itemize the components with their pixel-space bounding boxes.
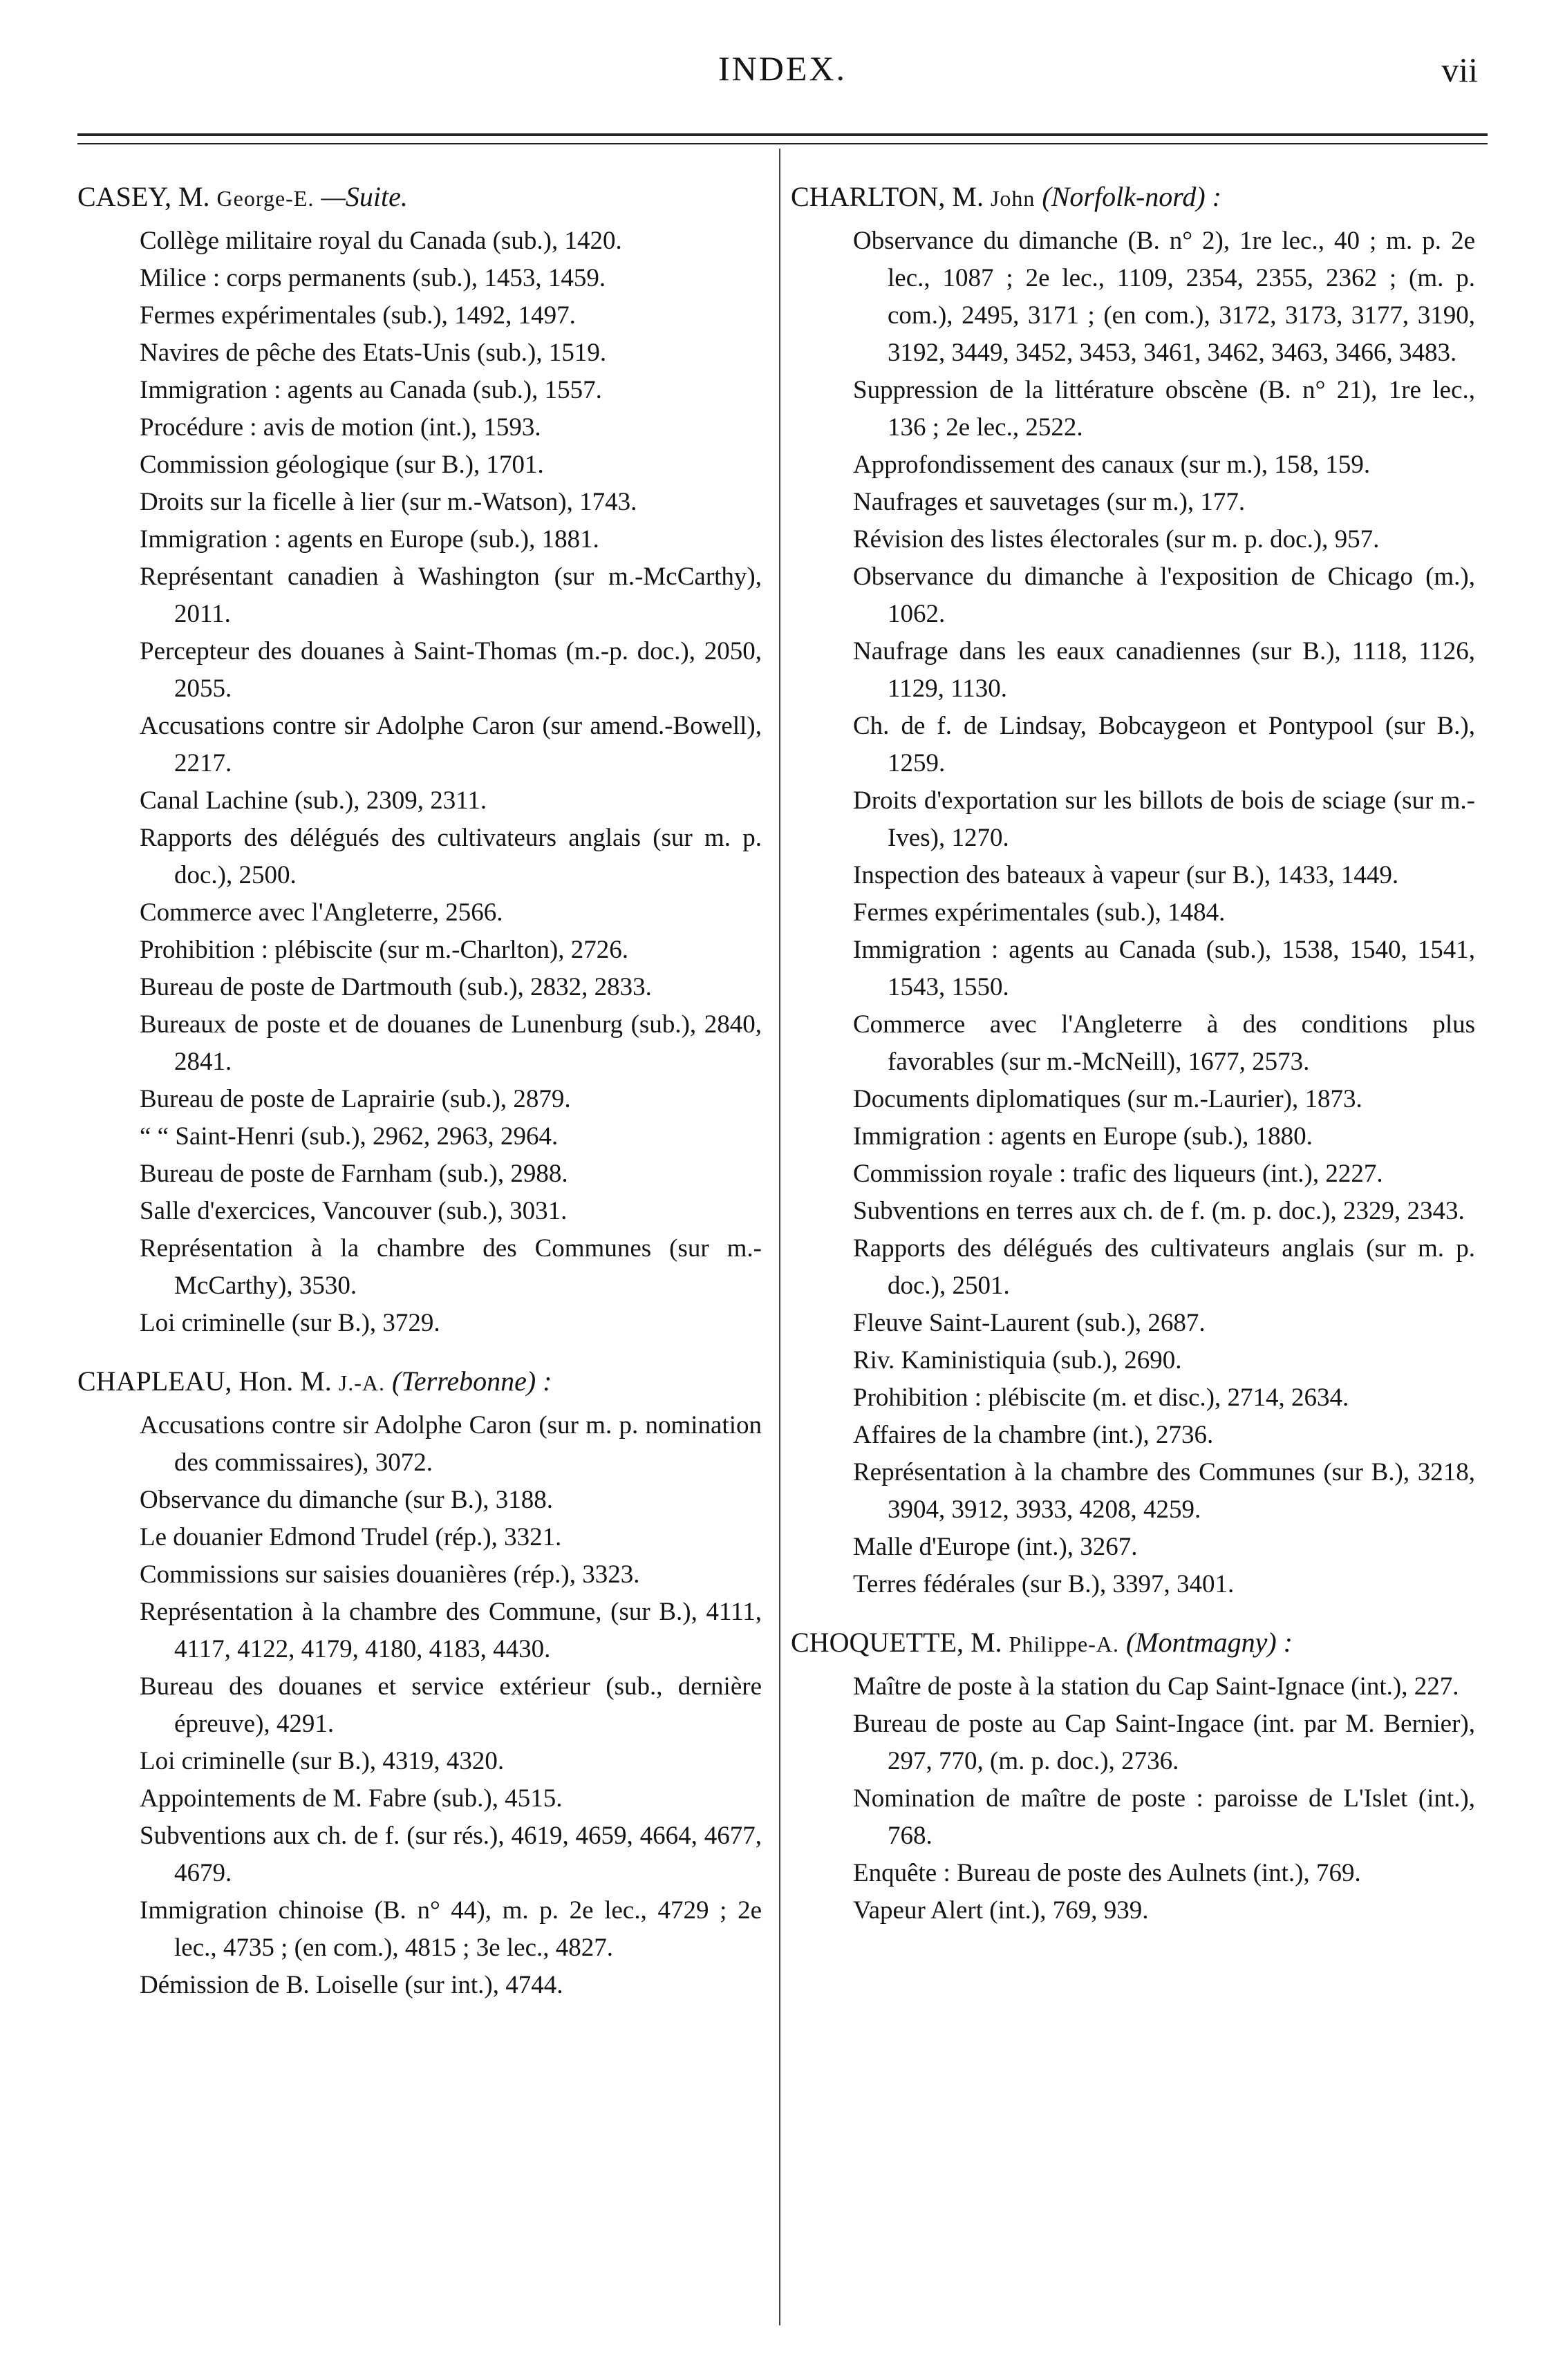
index-item: Procédure : avis de motion (int.), 1593. [140, 413, 541, 442]
index-item: Observance du dimanche (B. n° 2), 1re lec., 40 ; m. p. 2e lec., 1087 ; 2e lec., 1109, 2354, 2355, 2362 ; (m. p. com.), 2495, 3171 ; (en com.), 3172, 3173, 3177, 3190, 3192, 3449, 3452, 3453, 3461, 3462, 3463, 3466, 3483. [853, 227, 1475, 367]
index-item: Commission géologique (sur B.), 1701. [140, 451, 544, 479]
index-item: Vapeur Alert (int.), 769, 939. [853, 1896, 1149, 1925]
index-item: Maître de poste à la station du Cap Saint-Ignace (int.), 227. [853, 1672, 1459, 1701]
index-item: Approfondissement des canaux (sur m.), 158, 159. [853, 451, 1371, 479]
index-item: Le douanier Edmond Trudel (rép.), 3321. [140, 1523, 562, 1551]
index-item: Documents diplomatiques (sur m.-Laurier), 1873. [853, 1085, 1362, 1113]
index-item: Bureau de poste au Cap Saint-Ingace (int. par M. Bernier), 297, 770, (m. p. doc.), 2736. [853, 1710, 1475, 1775]
index-item: Ch. de f. de Lindsay, Bobcaygeon et Pontypool (sur B.), 1259. [853, 712, 1475, 777]
index-item: Démission de B. Loiselle (sur int.), 4744. [140, 1971, 563, 1999]
index-item: Commission royale : trafic des liqueurs (int.), 2227. [853, 1160, 1383, 1188]
entry-riding: (Terrebonne) : [392, 1366, 552, 1397]
index-item: Canal Lachine (sub.), 2309, 2311. [140, 786, 487, 815]
index-item: Inspection des bateaux à vapeur (sur B.), 1433, 1449. [853, 861, 1399, 889]
index-item: “ “ Saint-Henri (sub.), 2962, 2963, 2964. [140, 1122, 559, 1151]
entry-surname: CHARLTON, M. [791, 181, 984, 212]
index-item: Bureau de poste de Laprairie (sub.), 2879. [140, 1085, 571, 1113]
entry-name [77, 1363, 762, 1401]
index-item: Milice : corps permanents (sub.), 1453, 1459. [140, 264, 606, 292]
entry-surname: CHOQUETTE, M. [791, 1627, 1002, 1658]
entry-name [791, 178, 1475, 217]
index-item: Percepteur des douanes à Saint-Thomas (m.-p. doc.), 2050, 2055. [140, 637, 762, 703]
entry-name [791, 1624, 1475, 1663]
entry-surname: CASEY, M. [77, 181, 210, 212]
index-item: Suppression de la littérature obscène (B. n° 21), 1re lec., 136 ; 2e lec., 2522. [853, 376, 1475, 442]
index-item: Salle d'exercices, Vancouver (sub.), 3031. [140, 1197, 568, 1225]
index-item: Immigration : agents au Canada (sub.), 1538, 1540, 1541, 1543, 1550. [853, 936, 1475, 1001]
index-item: Riv. Kaministiquia (sub.), 2690. [853, 1346, 1182, 1375]
index-item: Rapports des délégués des cultivateurs anglais (sur m. p. doc.), 2500. [140, 824, 762, 889]
index-item: Loi criminelle (sur B.), 4319, 4320. [140, 1747, 505, 1775]
index-item: Collège militaire royal du Canada (sub.), 1420. [140, 227, 622, 255]
index-item: Observance du dimanche (sur B.), 3188. [140, 1486, 553, 1514]
index-item: Naufrages et sauvetages (sur m.), 177. [853, 488, 1246, 516]
index-item: Immigration : agents au Canada (sub.), 1557. [140, 376, 602, 404]
index-item: Subventions en terres aux ch. de f. (m. p. doc.), 2329, 2343. [853, 1197, 1465, 1225]
index-item: Accusations contre sir Adolphe Caron (sur m. p. nomination des commissaires), 3072. [140, 1411, 762, 1477]
index-entry [77, 1363, 762, 2004]
index-item: Immigration chinoise (B. n° 44), m. p. 2e lec., 4729 ; 2e lec., 4735 ; (en com.), 4815 ; 3e lec., 4827. [140, 1896, 762, 1962]
entry-surname: CHAPLEAU, Hon. M. [77, 1366, 332, 1397]
index-item: Droits sur la ficelle à lier (sur m.-Watson), 1743. [140, 488, 637, 516]
index-item: Immigration : agents en Europe (sub.), 1880. [853, 1122, 1313, 1151]
index-item: Bureau de poste de Farnham (sub.), 2988. [140, 1160, 568, 1188]
entry-riding: (Norfolk-nord) : [1042, 181, 1221, 212]
entry-given-name: George-E. [216, 186, 315, 211]
entry-riding: (Montmagny) : [1125, 1627, 1293, 1658]
index-item: Terres fédérales (sur B.), 3397, 3401. [853, 1570, 1235, 1598]
index-item: Immigration : agents en Europe (sub.), 1881. [140, 525, 599, 554]
index-item: Enquête : Bureau de poste des Aulnets (int.), 769. [853, 1859, 1361, 1887]
page-number: vii [1441, 50, 1478, 89]
index-item: Droits d'exportation sur les billots de bois de sciage (sur m.-Ives), 1270. [853, 786, 1475, 852]
right-column [791, 178, 1475, 1950]
index-item: Bureaux de poste et de douanes de Lunenburg (sub.), 2840, 2841. [140, 1010, 762, 1076]
index-item: Loi criminelle (sur B.), 3729. [140, 1309, 440, 1337]
column-divider [779, 149, 780, 2325]
entry-riding: —Suite. [321, 181, 408, 212]
header-rule-thin [77, 143, 1488, 144]
index-item: Prohibition : plébiscite (sur m.-Charlton), 2726. [140, 936, 629, 964]
index-item: Prohibition : plébiscite (m. et disc.), 2714, 2634. [853, 1383, 1349, 1412]
index-item: Naufrage dans les eaux canadiennes (sur B.), 1118, 1126, 1129, 1130. [853, 637, 1475, 703]
index-item: Commissions sur saisies douanières (rép.), 3323. [140, 1560, 640, 1589]
index-item: Représentant canadien à Washington (sur m.-McCarthy), 2011. [140, 563, 762, 628]
index-item: Bureau des douanes et service extérieur (sub., dernière épreuve), 4291. [140, 1672, 762, 1738]
index-item: Affaires de la chambre (int.), 2736. [853, 1421, 1214, 1449]
page-header [0, 0, 1565, 138]
index-item: Appointements de M. Fabre (sub.), 4515. [140, 1784, 563, 1813]
page-title: INDEX. [718, 49, 847, 88]
index-item: Navires de pêche des Etats-Unis (sub.), 1519. [140, 339, 607, 367]
header-rule-thick [77, 133, 1488, 136]
index-item: Observance du dimanche à l'exposition de Chicago (m.), 1062. [853, 563, 1475, 628]
entry-given-name: J.-A. [338, 1370, 386, 1395]
index-entry [77, 178, 762, 1342]
index-item: Bureau de poste de Dartmouth (sub.), 2832, 2833. [140, 973, 652, 1001]
index-item: Subventions aux ch. de f. (sur rés.), 4619, 4659, 4664, 4677, 4679. [140, 1822, 762, 1887]
index-item: Fermes expérimentales (sub.), 1484. [853, 898, 1226, 927]
index-item: Malle d'Europe (int.), 3267. [853, 1533, 1138, 1561]
index-item: Fleuve Saint-Laurent (sub.), 2687. [853, 1309, 1206, 1337]
index-entry [791, 1624, 1475, 1929]
index-item: Nomination de maître de poste : paroisse de L'Islet (int.), 768. [853, 1784, 1475, 1850]
index-item: Commerce avec l'Angleterre, 2566. [140, 898, 503, 927]
index-item: Représentation à la chambre des Communes (sur m.-McCarthy), 3530. [140, 1234, 762, 1300]
index-item: Représentation à la chambre des Communes (sur B.), 3218, 3904, 3912, 3933, 4208, 4259. [853, 1458, 1475, 1524]
index-entry [791, 178, 1475, 1603]
left-column [77, 178, 762, 2025]
index-item: Rapports des délégués des cultivateurs anglais (sur m. p. doc.), 2501. [853, 1234, 1475, 1300]
index-item: Accusations contre sir Adolphe Caron (sur amend.-Bowell), 2217. [140, 712, 762, 777]
index-item: Commerce avec l'Angleterre à des conditions plus favorables (sur m.-McNeill), 1677, 2573. [853, 1010, 1475, 1076]
entry-given-name: John [990, 186, 1035, 211]
index-item: Représentation à la chambre des Commune, (sur B.), 4111, 4117, 4122, 4179, 4180, 4183, 4430. [140, 1598, 762, 1663]
index-item: Fermes expérimentales (sub.), 1492, 1497. [140, 301, 576, 330]
index-item: Révision des listes électorales (sur m. p. doc.), 957. [853, 525, 1380, 554]
entry-name [77, 178, 762, 217]
entry-given-name: Philippe-A. [1009, 1632, 1119, 1656]
